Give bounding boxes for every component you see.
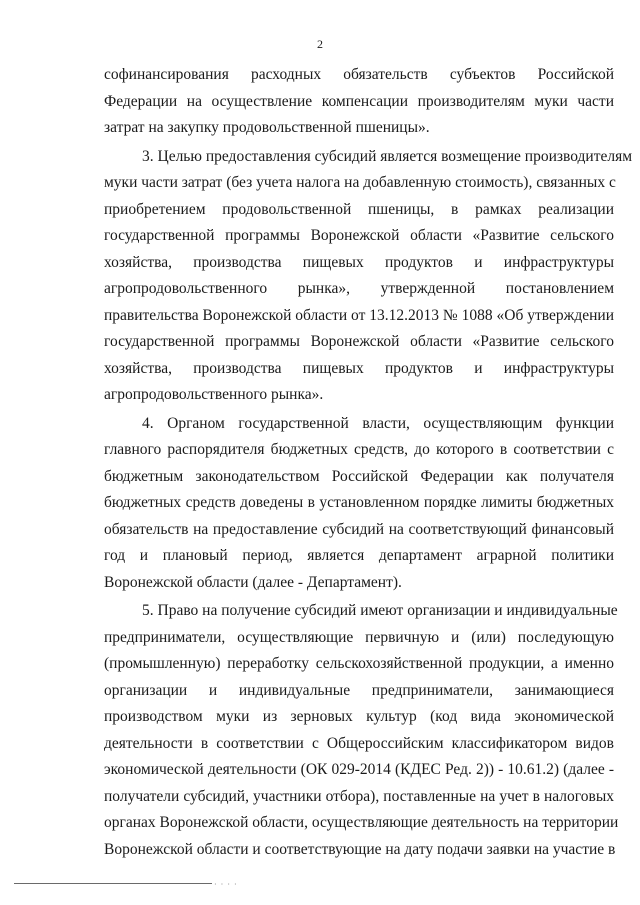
text-line: Воронежской области и соответствующие на дату подачи заявки на участие в <box>104 840 616 858</box>
text-line: 3. Целью предоставления субсидий является возмещение производителям <box>142 147 633 165</box>
paragraph-1 <box>104 62 614 142</box>
text-line: агропродовольственного рынка», утвержденной постановлением <box>104 280 614 297</box>
text-line: правительства Воронежской области от 13.12.2013 № 1088 «Об утверждении <box>104 306 614 324</box>
text-line: органах Воронежской области, осуществляющие деятельность на территории <box>104 814 619 831</box>
text-line: государственной программы Воронежской области «Развитие сельского <box>104 227 614 244</box>
text-line: получатели субсидий, участники отбора), поставленные на учет в налоговых <box>104 787 614 805</box>
text-line: деятельности в соответствии с Общероссийским классификатором видов <box>104 734 614 752</box>
paragraph-item-3 <box>104 144 633 409</box>
text-line: государственной программы Воронежской области «Развитие сельского <box>104 333 614 350</box>
paragraph-item-4 <box>104 411 614 597</box>
footer-dots: · · · · <box>214 880 238 889</box>
text-line: год и плановый период, является департамент аграрной политики <box>104 547 614 564</box>
text-line: 5. Право на получение субсидий имеют организации и индивидуальные <box>142 602 618 619</box>
text-line: (промышленную) переработку сельскохозяйственной продукции, а именно <box>104 655 614 672</box>
text-line: муки части затрат (без учета налога на добавленную стоимость), связанных с <box>104 174 616 191</box>
text-line: софинансирования расходных обязательств субъектов Российской <box>104 66 614 83</box>
text-line: предприниматели, осуществляющие первичную и (или) последующую <box>104 628 614 646</box>
text-line: 4. Органом государственной власти, осуществляющим функции <box>142 414 614 432</box>
text-line: агропродовольственного рынка». <box>104 386 324 403</box>
text-line: организации и индивидуальные предприниматели, занимающиеся <box>104 681 614 699</box>
page-number: 2 <box>317 37 323 51</box>
text-line: затрат на закупку продовольственной пшеницы». <box>104 119 430 136</box>
text-line: Воронежской области (далее - Департамент). <box>104 573 402 591</box>
footer-rule <box>14 883 212 884</box>
text-line: бюджетных средств доведены в установленном порядке лимиты бюджетных <box>104 494 614 511</box>
text-line: обязательств на предоставление субсидий на соответствующий финансовый <box>104 520 614 538</box>
body-text <box>104 60 633 863</box>
text-line: главного распорядителя бюджетных средств, до которого в соответствии с <box>104 441 614 458</box>
text-line: приобретением продовольственной пшеницы, в рамках реализации <box>104 200 614 218</box>
text-line: производством муки из зерновых культур (код вида экономической <box>104 708 614 725</box>
text-line: хозяйства, производства пищевых продуктов и инфраструктуры <box>104 359 614 377</box>
text-line: хозяйства, производства пищевых продуктов и инфраструктуры <box>104 253 614 271</box>
paragraph-item-5 <box>104 598 619 863</box>
text-line: Федерации на осуществление компенсации производителям муки части <box>104 92 614 110</box>
text-line: экономической деятельности (ОК 029-2014 (КДЕС Ред. 2)) - 10.61.2) (далее - <box>104 761 614 778</box>
text-line: бюджетным законодательством Российской Федерации как получателя <box>104 467 614 485</box>
